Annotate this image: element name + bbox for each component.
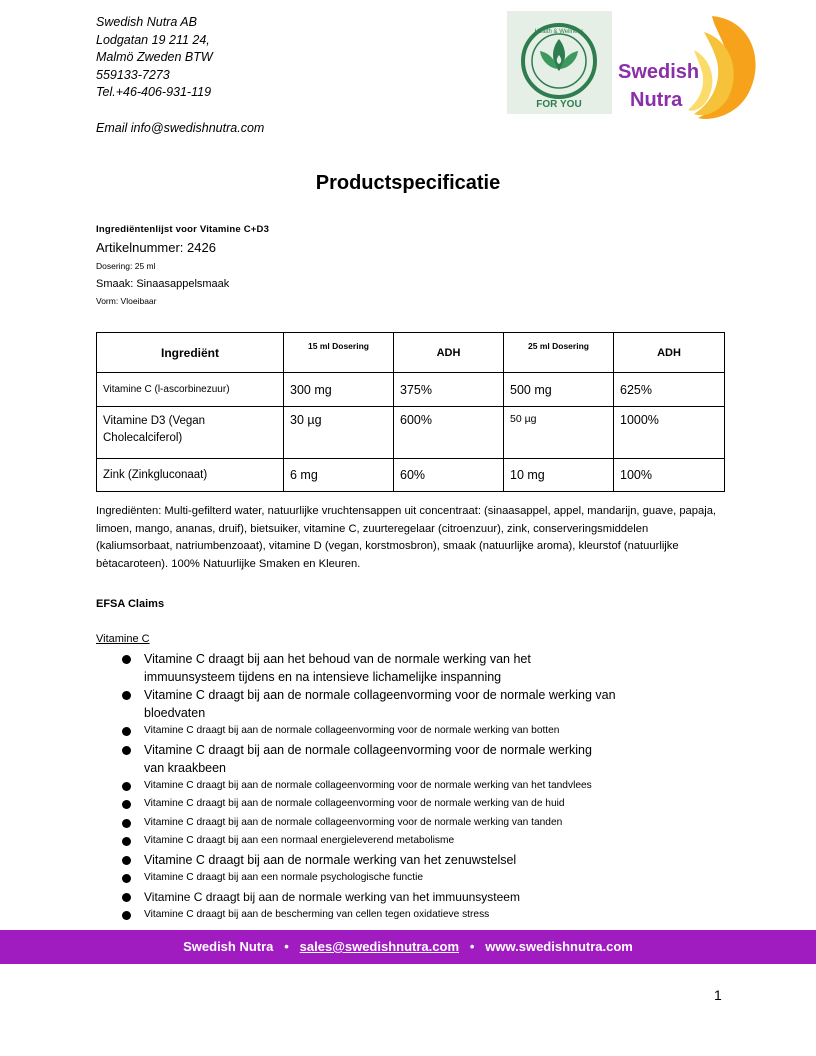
cell: 375% (394, 373, 504, 407)
company-email: Email info@swedishnutra.com (96, 120, 265, 135)
spec-table (96, 332, 725, 492)
brand-line2: Nutra (630, 89, 683, 111)
header-dose-25: 25 ml Dosering (504, 333, 614, 373)
footer-brand: Swedish Nutra (183, 939, 274, 954)
list-item: Vitamine C draagt bij aan de normale werking van het immuunsysteem (144, 888, 644, 906)
footer-website-link[interactable]: www.swedishnutra.com (485, 939, 633, 954)
cell: 600% (394, 407, 504, 459)
cell: 60% (394, 459, 504, 492)
cell: Zink (Zinkgluconaat) (97, 459, 284, 492)
form: Vorm: Vloeibaar (96, 296, 157, 306)
dosage: Dosering: 25 ml (96, 261, 156, 271)
list-item: Vitamine C draagt bij aan de normale collageenvorming voor de normale werking van tanden (144, 814, 664, 833)
cell: 500 mg (504, 373, 614, 407)
flavor: Smaak: Sinaasappelsmaak (96, 278, 230, 290)
footer-bar (0, 930, 816, 964)
cell: 1000% (614, 407, 725, 459)
table-row (97, 373, 725, 407)
footer-email-link[interactable]: sales@swedishnutra.com (299, 939, 460, 954)
list-item: Vitamine C draagt bij aan een normaal energieleverend metabolisme (144, 832, 644, 851)
list-item: Vitamine C draagt bij aan de bescherming van cellen tegen oxidatieve stress (144, 906, 664, 925)
company-name: Swedish Nutra AB (96, 15, 197, 29)
leaf-badge-icon (507, 11, 612, 114)
page-title: Productspecificatie (315, 172, 501, 194)
swedish-nutra-logo (612, 10, 762, 122)
list-item: Vitamine C draagt bij aan de normale collageenvorming voor de normale werking van de huid (144, 795, 664, 814)
efsa-claims-heading: EFSA Claims (96, 598, 165, 610)
list-item: Vitamine C draagt bij aan de normale werking van het zenuwstelsel (144, 851, 644, 869)
cell: 300 mg (284, 373, 394, 407)
cell: 10 mg (504, 459, 614, 492)
company-vat: 559133-7273 (96, 67, 170, 82)
company-address (96, 14, 264, 138)
brand-line1: Swedish (618, 61, 700, 83)
header-adh-15: ADH (394, 333, 504, 373)
page-number: 1 (714, 987, 722, 1003)
flame-logo-icon (612, 10, 762, 122)
table-row (97, 459, 725, 492)
company-phone: Tel.+46-406-931-119 (96, 85, 212, 100)
list-item: Vitamine C draagt bij aan de normale collageenvorming voor de normale werking van kraakbeen (144, 741, 594, 777)
health-wellness-logo (507, 11, 612, 114)
list-item: Vitamine C draagt bij aan de normale collageenvorming voor de normale werking van botten (144, 722, 644, 741)
vitamin-c-subheading: Vitamine C (96, 633, 150, 645)
cell: 625% (614, 373, 725, 407)
table-header-row (97, 333, 725, 373)
claims-list (144, 650, 644, 924)
badge-bottom-text: FOR YOU (536, 99, 582, 110)
footer-separator: • (462, 939, 482, 954)
cell: 30 µg (284, 407, 394, 459)
header-ingredient: Ingrediënt (97, 333, 284, 373)
ingredient-list-heading: Ingrediëntenlijst voor Vitamine C+D3 (96, 224, 270, 235)
footer-separator: • (277, 939, 297, 954)
table-row (97, 407, 725, 459)
list-item: Vitamine C draagt bij aan de normale collageenvorming voor de normale werking van bloedvaten (144, 686, 644, 722)
header-dose-15: 15 ml Dosering (284, 333, 394, 373)
company-city: Malmö Zweden BTW (96, 50, 213, 65)
ingredients-paragraph: Ingrediënten: Multi-gefilterd water, natuurlijke vruchtensappen uit concentraat: (sinaasappel, appel, mandarijn, guave, papaja, limoen, mango, ananas, druif), bietsuiker, vitamine C, zuurteregelaar (citroenzuur), zink, conserveringsmiddelen (kaliumsorbaat, natriumbenzoaat), vitamine D (vegan, korstmosbron), smaak (natuurlijke aroma), kleurstof (natuurlijke bètacaroteen). 100% Natuurlijke Smaken en Kleuren. (96, 505, 717, 570)
list-item: Vitamine C draagt bij aan de normale collageenvorming voor de normale werking van het tandvlees (144, 777, 664, 796)
cell: Vitamine D3 (Vegan Cholecalciferol) (97, 407, 284, 459)
header-adh-25: ADH (614, 333, 725, 373)
article-number: Artikelnummer: 2426 (96, 240, 216, 255)
cell: 100% (614, 459, 725, 492)
cell: 50 µg (504, 407, 614, 459)
list-item: Vitamine C draagt bij aan een normale psychologische functie (144, 869, 644, 888)
company-street: Lodgatan 19 211 24, (96, 32, 210, 47)
badge-top-text: Health & Wellness (534, 29, 584, 35)
list-item: Vitamine C draagt bij aan het behoud van de normale werking van het immuunsysteem tijdens en na intensieve lichamelijke inspanning (144, 650, 584, 686)
cell: 6 mg (284, 459, 394, 492)
cell: Vitamine C (l-ascorbinezuur) (97, 373, 284, 407)
